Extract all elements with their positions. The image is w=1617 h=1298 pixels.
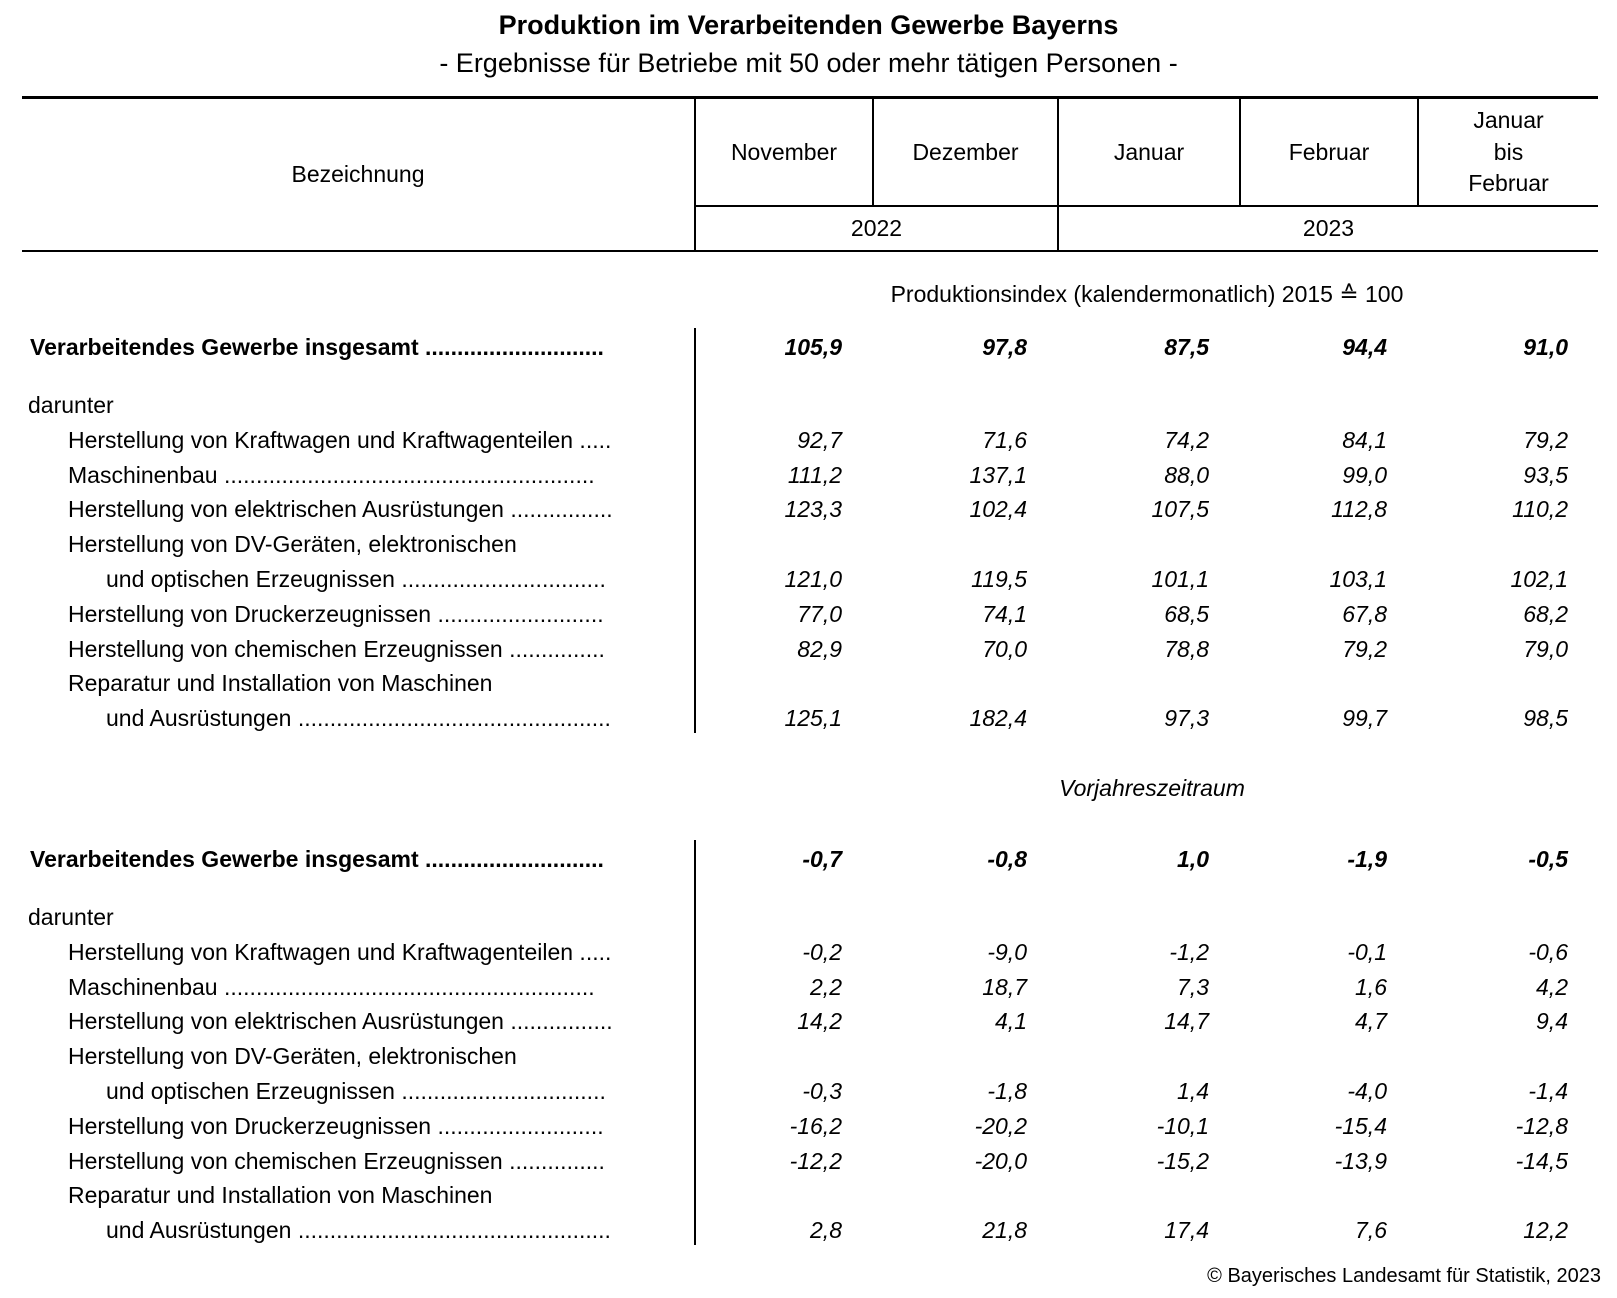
table-row-value: 74,1 (982, 600, 1027, 627)
table-row-value: 110,2 (1512, 496, 1568, 523)
table-row-value: -16,2 (789, 1112, 842, 1139)
table-row-value: 101,1 (1151, 566, 1209, 592)
table-row-value: 14,2 (797, 1008, 842, 1035)
table-row-value: 9,4 (1536, 1008, 1568, 1035)
section-caption-vorjahr: Vorjahreszeitraum (1059, 775, 1245, 801)
total-row-value: 91,0 (1523, 334, 1568, 360)
darunter-label: darunter (28, 904, 114, 930)
table-row-value: 123,3 (784, 496, 842, 523)
table-row-value: 93,5 (1523, 461, 1568, 488)
table-row-value: 98,5 (1523, 705, 1568, 732)
header-label-bezeichnung: Bezeichnung (291, 161, 425, 187)
table-row-value: 78,8 (1164, 635, 1209, 662)
table-row-value: 84,1 (1342, 426, 1387, 453)
table-row-label: Reparatur und Installation von Maschinen (68, 670, 493, 697)
table-row-value: 137,1 (969, 461, 1027, 488)
table-row-value: 92,7 (797, 426, 842, 453)
header-cumulative-line1: Januar (1473, 107, 1544, 133)
table-row-value: -20,2 (974, 1112, 1027, 1139)
table-row-value: 2,8 (810, 1217, 842, 1244)
table-row-value: -0,3 (802, 1078, 842, 1104)
table-row-label: Herstellung von elektrischen Ausrüstungen ................ (68, 496, 613, 523)
table-row-value: 18,7 (982, 973, 1027, 1000)
table-row-value: 103,1 (1329, 566, 1387, 592)
header-cumulative-line2: bis (1493, 139, 1524, 165)
table-row-value: -14,5 (1515, 1147, 1568, 1174)
table-row-value: -20,0 (974, 1147, 1027, 1174)
total-row-value: 94,4 (1342, 334, 1387, 360)
table-row-value: 112,8 (1331, 496, 1387, 523)
table-row-value: 12,2 (1523, 1217, 1568, 1244)
table-row-value: 4,2 (1536, 973, 1568, 1000)
section-caption-index: Produktionsindex (kalendermonatlich) 2015 ≙ 100 (890, 281, 1404, 307)
table-row-value: 68,2 (1523, 600, 1568, 627)
table-row-value: 2,2 (810, 973, 842, 1000)
table-row-value: -4,0 (1347, 1078, 1387, 1104)
table-row-value: -9,0 (987, 938, 1027, 965)
header-bottom-rule (22, 250, 1598, 252)
darunter-label: darunter (28, 392, 114, 418)
table-row-label-continued: und optischen Erzeugnissen ................................ (106, 1078, 606, 1104)
table-row-label: Reparatur und Installation von Maschinen (68, 1182, 493, 1209)
table-row-value: 111,2 (787, 461, 842, 488)
table-row-value: -1,4 (1528, 1078, 1568, 1104)
header-month-dezember: Dezember (912, 139, 1019, 165)
table-row-value: 102,1 (1510, 566, 1568, 592)
total-row-label: Verarbeitendes Gewerbe insgesamt ............................ (30, 846, 604, 872)
table-row-value: -12,2 (789, 1147, 842, 1174)
table-row-value: 1,4 (1177, 1078, 1209, 1104)
total-row-value: -0,7 (802, 846, 842, 872)
total-row-value: 1,0 (1177, 846, 1209, 872)
total-row-value: 87,5 (1164, 334, 1209, 360)
table-row-label: Herstellung von Kraftwagen und Kraftwagenteilen ..... (68, 426, 612, 453)
table-row-value: 67,8 (1342, 600, 1387, 627)
total-row-value: -0,5 (1528, 846, 1568, 872)
table-row-label: Herstellung von Druckerzeugnissen .......................... (68, 600, 604, 627)
table-row-label: Herstellung von chemischen Erzeugnissen ............... (68, 1147, 605, 1174)
table-row-label: Maschinenbau .......................................................... (68, 461, 595, 488)
table-row-value: 4,1 (995, 1008, 1027, 1035)
table-row-value: 121,0 (784, 566, 842, 592)
table-row-value: 71,6 (982, 426, 1027, 453)
table-row-value: -15,2 (1156, 1147, 1209, 1174)
total-row-value: 105,9 (784, 334, 842, 360)
section2-divider (694, 840, 696, 1245)
table-row-value: 182,4 (969, 705, 1027, 732)
total-row-value: -0,8 (987, 846, 1027, 872)
table-row-value: 4,7 (1355, 1008, 1387, 1035)
table-row-label: Herstellung von DV-Geräten, elektronischen (68, 1043, 517, 1070)
table-row-label: Herstellung von Kraftwagen und Kraftwagenteilen ..... (68, 938, 612, 965)
total-row-value: -1,9 (1347, 846, 1387, 872)
table-row-value: -1,8 (987, 1078, 1027, 1104)
table-row-value: 1,6 (1355, 973, 1387, 1000)
table-row-value: 102,4 (969, 496, 1027, 523)
table-row-value: -0,1 (1347, 938, 1387, 965)
table-row-value: 77,0 (797, 600, 842, 627)
table-row-value: -13,9 (1334, 1147, 1387, 1174)
table-row-label-continued: und Ausrüstungen ................................................. (106, 705, 611, 732)
table-row-value: 7,6 (1355, 1217, 1387, 1244)
table-row-value: 14,7 (1164, 1008, 1209, 1035)
table-row-value: 79,2 (1342, 635, 1387, 662)
table-row-value: 125,1 (784, 705, 842, 732)
table-row-label-continued: und Ausrüstungen ................................................. (106, 1217, 611, 1244)
table-row-value: 68,5 (1164, 600, 1209, 627)
table-row-value: 97,3 (1164, 705, 1209, 732)
table-row-value: 79,0 (1523, 635, 1568, 662)
table-row-value: -15,4 (1334, 1112, 1387, 1139)
table-row-value: 17,4 (1164, 1217, 1209, 1244)
table-row-value: 79,2 (1523, 426, 1568, 453)
table-row-label: Herstellung von elektrischen Ausrüstungen ................ (68, 1008, 613, 1035)
page-subtitle: - Ergebnisse für Betriebe mit 50 oder mehr tätigen Personen - (439, 48, 1178, 78)
table-row-label: Herstellung von DV-Geräten, elektronischen (68, 531, 517, 558)
table-row-label: Maschinenbau .......................................................... (68, 973, 595, 1000)
table-row-value: 99,0 (1342, 461, 1387, 488)
table-row-value: 70,0 (982, 635, 1027, 662)
table-row-value: -10,1 (1156, 1112, 1209, 1139)
table-row-value: 82,9 (797, 635, 842, 662)
table-row-value: 88,0 (1164, 461, 1209, 488)
header-month-januar: Januar (1113, 139, 1185, 165)
header-top-rule (22, 96, 1598, 99)
section1-divider (694, 328, 696, 733)
table-row-value: 74,2 (1164, 426, 1209, 453)
table-row-label: Herstellung von chemischen Erzeugnissen ............... (68, 635, 605, 662)
header-cumulative-line3: Februar (1468, 170, 1549, 196)
header-year-rule (695, 205, 1598, 207)
page-title: Produktion im Verarbeitenden Gewerbe Bayerns (498, 10, 1119, 40)
table-row-value: 21,8 (982, 1217, 1027, 1244)
header-month-februar: Februar (1288, 139, 1370, 165)
table-row-value: 119,5 (971, 566, 1027, 592)
table-row-value: -12,8 (1515, 1112, 1568, 1139)
total-row-value: 97,8 (982, 334, 1027, 360)
header-year-2022: 2022 (850, 215, 903, 241)
table-row-value: 7,3 (1177, 973, 1209, 1000)
total-row-label: Verarbeitendes Gewerbe insgesamt ............................ (30, 334, 604, 360)
table-row-value: 107,5 (1151, 496, 1209, 523)
table-row-value: -0,2 (802, 938, 842, 965)
table-row-value: -0,6 (1528, 938, 1568, 965)
table-row-value: -1,2 (1169, 938, 1209, 965)
copyright-footer: © Bayerisches Landesamt für Statistik, 2023 (1207, 1265, 1601, 1287)
table-row-value: 99,7 (1342, 705, 1387, 732)
header-month-november: November (730, 139, 838, 165)
table-row-label-continued: und optischen Erzeugnissen ................................ (106, 566, 606, 592)
header-year-2023: 2023 (1302, 215, 1355, 241)
table-row-label: Herstellung von Druckerzeugnissen .......................... (68, 1112, 604, 1139)
